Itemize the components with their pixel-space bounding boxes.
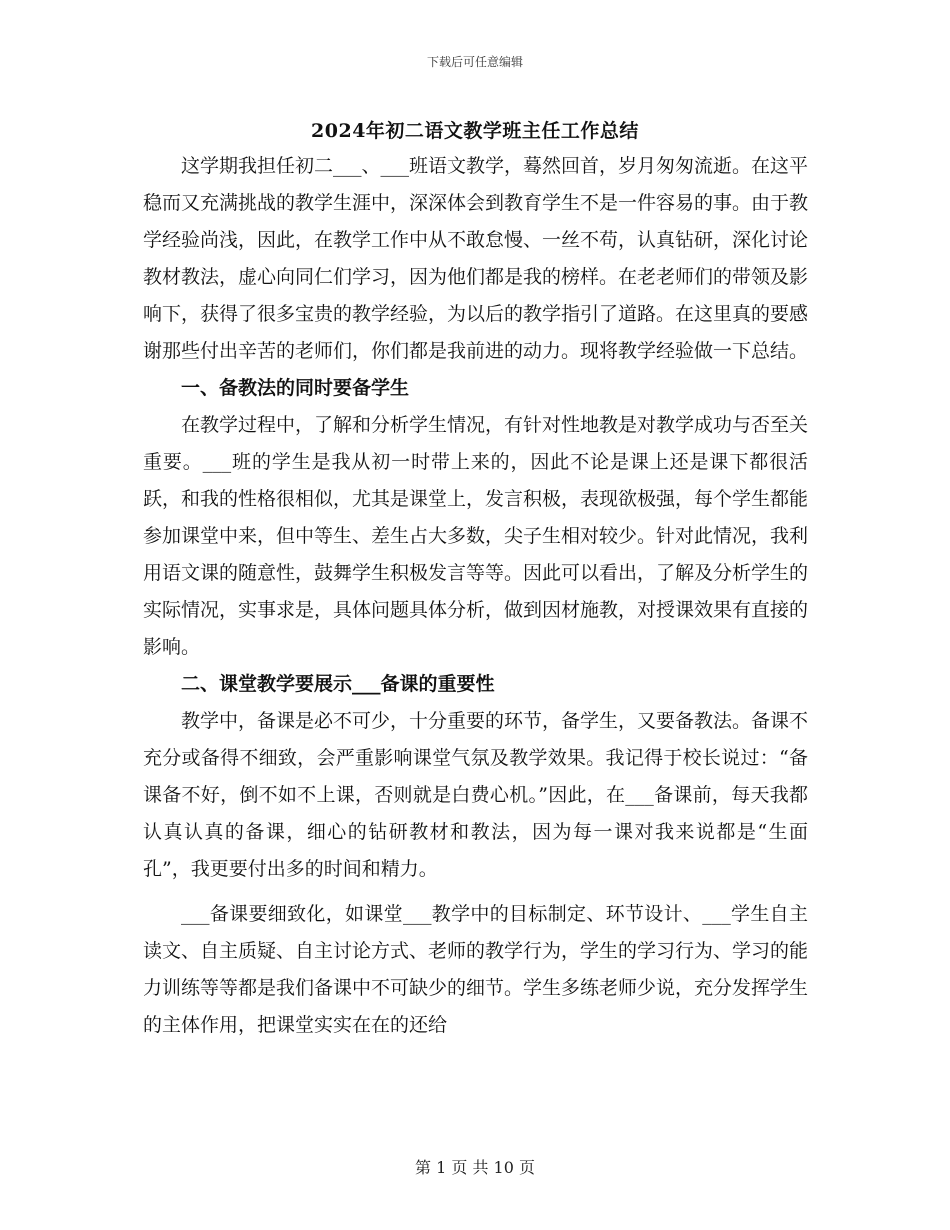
intro-paragraph: 这学期我担任初二___、___班语文教学，蓦然回首，岁月匆匆流逝。在这平稳而又充满挑战的教学生涯中，深深体会到教育学生不是一件容易的事。由于教学经验尚浅，因此，在教学工作中从不敢怠慢、一丝不苟，认真钻研，深化讨论教材教法，虚心向同仁们学习，因为他们都是我的榜样。在老老师们的带领及影响下，获得了很多宝贵的教学经验，为以后的教学指引了道路。在这里真的要感谢那些付出辛苦的老师们，你们都是我前进的动力。现将教学经验做一下总结。 xyxy=(143,155,809,362)
section-2-paragraph-1: 教学中，备课是必不可少，十分重要的环节，备学生，又要备教法。备课不充分或备得不细致，会严重影响课堂气氛及教学效果。我记得于校长说过：“备课备不好，倒不如不上课，否则就是白费心机。”因此，在___备课前，每天我都认真认真的备课，细心的钻研教材和教法，因为每一课对我来说都是“生面孔”，我更要付出多的时间和精力。 xyxy=(143,710,809,880)
section-2-paragraph-2: ___备课要细致化，如课堂___教学中的目标制定、环节设计、___学生自主读文、自主质疑、自主讨论方式、老师的教学行为，学生的学习行为、学习的能力训练等等都是我们备课中不可缺少的细节。学生多练老师少说，充分发挥学生的主体作用，把课堂实实在在的还给 xyxy=(143,903,809,1036)
page-footer: 第 1 页 共 10 页 xyxy=(415,1158,535,1177)
document-body xyxy=(143,148,808,1044)
header-note: 下载后可任意编辑 xyxy=(426,55,523,69)
section-1-heading: 一、备教法的同时要备学生 xyxy=(181,377,410,399)
section-1-paragraph: 在教学过程中，了解和分析学生情况，有针对性地教是对教学成功与否至关重要。___班的学生是我从初一时带上来的，因此不论是课上还是课下都很活跃，和我的性格很相似，尤其是课堂上，发言积极，表现欲极强，每个学生都能参加课堂中来，但中等生、差生占大多数，尖子生相对较少。针对此情况，我利用语文课的随意性，鼓舞学生积极发言等等。因此可以看出，了解及分析学生的实际情况，实事求是，具体问题具体分析，做到因材施教，对授课效果有直接的影响。 xyxy=(143,414,809,658)
section-2-heading: 二、课堂教学要展示___备课的重要性 xyxy=(181,673,495,695)
document-title: 2024年初二语文教学班主任工作总结 xyxy=(311,120,639,142)
